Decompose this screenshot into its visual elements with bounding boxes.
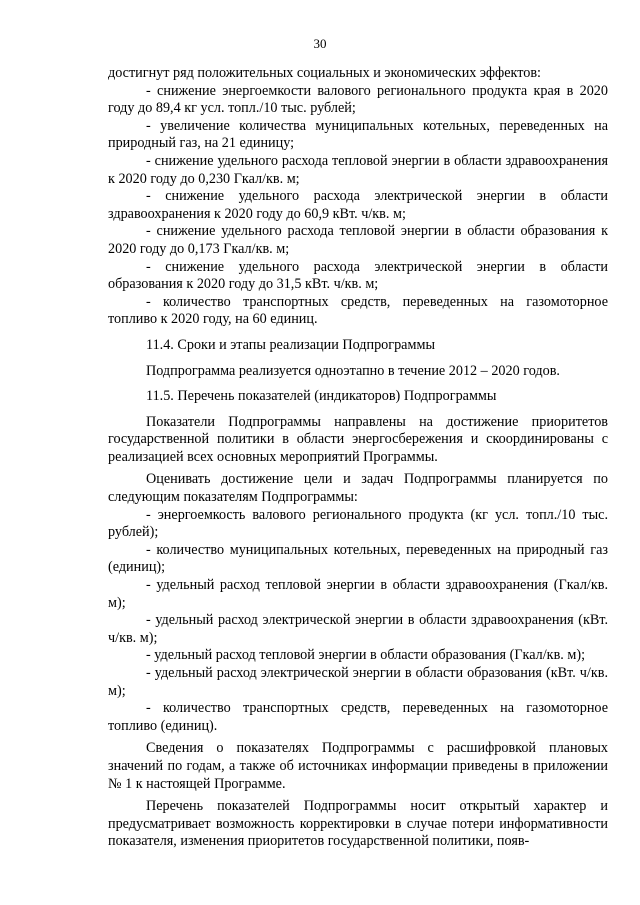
list-item-energy-intensity-target: - снижение энергоемкости валового регионального продукта края в 2020 году до 89,4 кг усл. топл./10 тыс. рублей;: [108, 82, 608, 117]
list-item-heat-healthcare-target: - снижение удельного расхода тепловой энергии в области здравоохранения к 2020 году до 0,230 Гкал/кв. м;: [108, 152, 608, 187]
paragraph-intro: достигнут ряд положительных социальных и экономических эффектов:: [108, 65, 541, 81]
list-item-electric-education-target: - снижение удельного расхода электрической энергии в области образования к 2020 году до 31,5 кВт. ч/кв. м;: [108, 258, 608, 293]
paragraph-indicator-list-open: Перечень показателей Подпрограммы носит открытый характер и предусматривает возможность корректировки в случае потери информативности показателя, изменения приоритетов государственной политики, появ-: [108, 798, 608, 850]
paragraph-indicator-details: Сведения о показателях Подпрограммы с расшифровкой плановых значений по годам, а также об источниках информации приведены в приложении № 1 к настоящей Программе.: [108, 740, 608, 792]
list-item-gas-vehicles-target: - количество транспортных средств, переведенных на газомоторное топливо к 2020 году, на 60 единиц.: [108, 293, 608, 328]
paragraph-indicators-purpose: Показатели Подпрограммы направлены на достижение приоритетов государственной политики в области энергосбережения и скоординированы с реализацией всех основных мероприятий Программы.: [108, 413, 608, 465]
list-item-boiler-conversion: - количество муниципальных котельных, переведенных на природный газ (единиц);: [108, 541, 608, 576]
list-item-heat-education: - удельный расход тепловой энергии в области образования (Гкал/кв. м);: [146, 647, 586, 664]
list-item-electric-education: - удельный расход электрической энергии в области образования (кВт. ч/кв. м);: [108, 665, 608, 699]
section-heading-11-4: 11.4. Сроки и этапы реализации Подпрограммы: [146, 336, 435, 353]
list-item-energy-intensity: - энергоемкость валового регионального продукта (кг усл. топл./10 тыс. рублей);: [108, 506, 608, 541]
list-item-heat-healthcare: - удельный расход тепловой энергии в области здравоохранения (Гкал/кв. м);: [108, 577, 608, 611]
paragraph-evaluation-intro: Оценивать достижение цели и задач Подпрограммы планируется по следующим показателям Подпрограммы:: [108, 471, 608, 506]
list-item-electric-healthcare-target: - снижение удельного расхода электрической энергии в области здравоохранения к 2020 году до 60,9 кВт. ч/кв. м;: [108, 188, 608, 222]
page-number: 30: [313, 36, 327, 51]
list-item-boiler-conversion-target: - увеличение количества муниципальных котельных, переведенных на природный газ, на 21 единицу;: [108, 117, 608, 152]
document-body: [108, 65, 608, 851]
section-heading-11-5: 11.5. Перечень показателей (индикаторов) Подпрограммы: [146, 388, 497, 405]
list-item-heat-education-target: - снижение удельного расхода тепловой энергии в области образования к 2020 году до 0,173 Гкал/кв. м;: [108, 223, 608, 257]
paragraph-implementation-period: Подпрограмма реализуется одноэтапно в течение 2012 – 2020 годов.: [146, 362, 560, 379]
list-item-gas-vehicles: - количество транспортных средств, переведенных на газомоторное топливо (единиц).: [108, 700, 608, 734]
list-item-electric-healthcare: - удельный расход электрической энергии в области здравоохранения (кВт. ч/кв. м);: [108, 612, 608, 646]
